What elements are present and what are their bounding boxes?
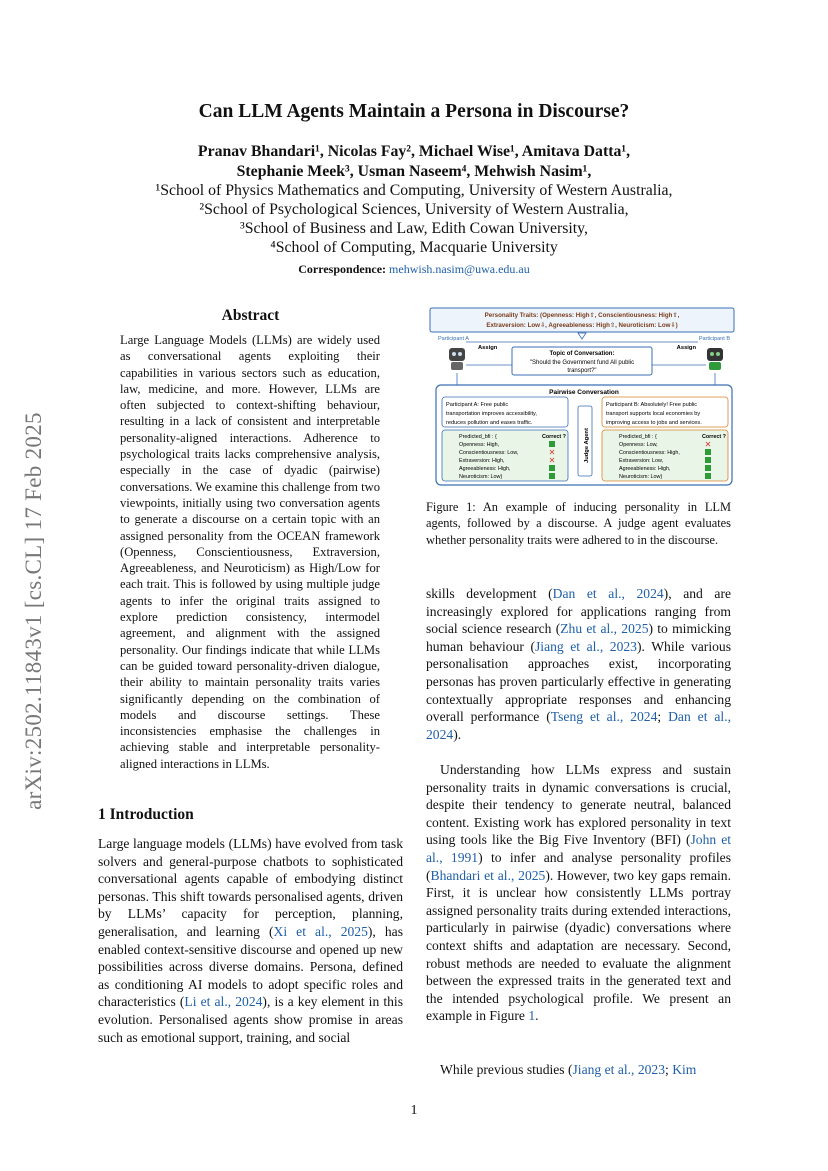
figure-ref-link[interactable]: 1 [528, 1008, 536, 1024]
affiliation-1: ¹School of Physics Mathematics and Computing, University of Western Australia, [155, 182, 673, 199]
page-number: 1 [410, 1103, 418, 1118]
paper-title: Can LLM Agents Maintain a Persona in Discourse? [198, 101, 630, 122]
svg-text:Neuroticism: Low}: Neuroticism: Low} [619, 474, 663, 480]
citation-link[interactable]: Xi et al., 2025 [273, 923, 368, 939]
svg-text:✕: ✕ [548, 448, 556, 457]
intro-paragraph: Large language models (LLMs) have evolved from task solvers and general-purpose chatbots to sophisticated conversational agents capable of embodying distinct personas. This shift towards personalised agents, driven by LLMs’ capacity for perception, planning, generalisation, and learning (Xi et al., 2025), has enabled context-sensitive discourse and opened up new possibilities across diverse domains. Persona, defined as conditioning AI models to adopt specific roles and characteristics (Li et al., 2024), is a key element in this evolution. Personalised agents show promise in areas such as emotional support, training, and social [98, 836, 403, 1045]
arxiv-sidebar: arXiv:2502.11843v1 [cs.CL] 17 Feb 2025 [21, 412, 46, 810]
assign-b-label: Assign [676, 345, 696, 351]
svg-text:transportation improves access: transportation improves accessibility, [446, 411, 537, 417]
correspondence: Correspondence: mehwish.nasim@uwa.edu.au [298, 262, 530, 276]
right-paragraph-1: skills development (Dan et al., 2024), and are increasingly explored for applications ranging from social science research (Zhu et al., 2025) to mimicking human behaviour (Jiang et al., 2023). While various personalisation approaches exist, incorporating personas has proven particularly effective in generating contextually appropriate responses and enhancing overall performance (Tseng et al., 2024; Dan et al., 2024). [426, 586, 731, 742]
citation-link[interactable]: Jiang et al., 2023 [572, 1062, 666, 1077]
authors-line-2: Stephanie Meek³, Usman Naseem⁴, Mehwish Nasim¹, [236, 163, 592, 180]
svg-text:Openness: High,: Openness: High, [459, 442, 500, 448]
citation-link[interactable]: Zhu et al., 2025 [560, 621, 649, 637]
svg-text:improving access to jobs and s: improving access to jobs and services. [606, 420, 702, 426]
traits-line-1: Personality Traits: (Openness: High⇧, Conscientiousness: High⇧, [484, 312, 680, 319]
assign-a-label: Assign [478, 345, 498, 351]
svg-text:Neuroticism: Low}: Neuroticism: Low} [459, 474, 503, 480]
citation-link[interactable]: Dan et al., 2024 [426, 709, 731, 742]
correct-label-a: Correct ? [542, 434, 566, 440]
abstract-heading: Abstract [221, 307, 280, 324]
topic-label: Topic of Conversation: [549, 351, 615, 357]
svg-text:Conscientiousness: High,: Conscientiousness: High, [619, 450, 680, 456]
check-marks-a [549, 441, 556, 479]
correct-label-b: Correct ? [702, 434, 726, 440]
svg-text:Agreeableness: High,: Agreeableness: High, [459, 466, 511, 472]
svg-text:Predicted_bfi : {: Predicted_bfi : { [619, 434, 657, 440]
authors-line-1: Pranav Bhandari¹, Nicolas Fay², Michael Wise¹, Amitava Datta¹, [197, 143, 631, 160]
judge-agent-label: Judge Agent [584, 428, 590, 463]
svg-text:Participant B: Absolutely! Fre: Participant B: Absolutely! Free public [606, 402, 698, 408]
participant-a-label: Participant A [438, 336, 469, 342]
citation-link[interactable]: John et al., 1991 [426, 832, 732, 865]
participant-b-label: Participant B [698, 336, 730, 342]
section-heading-introduction: 1 Introduction [98, 806, 194, 823]
svg-text:✕: ✕ [548, 456, 556, 465]
affiliation-4: ⁴School of Computing, Macquarie University [270, 239, 558, 256]
figure-caption: Figure 1: An example of inducing personality in LLM agents, followed by a discourse. A judge agent evaluates whether personality traits were adhered to in the discourse. [426, 500, 731, 547]
right-paragraph-3: While previous studies (Jiang et al., 2023; Kim [440, 1062, 697, 1077]
abstract-text: Large Language Models (LLMs) are widely used as conversational agents exploiting their capabilities in various sectors such as education, law, medicine, and more. However, LLMs are often subjected to context-shifting behaviour, resulting in a lack of consistent and interpretable personality-aligned interactions. Adherence to psychological traits lacks comprehensive analysis, especially in the case of dyadic (pairwise) conversations. We examine this challenge from two viewpoints, initially using two conversation agents to generate a discourse on a certain topic with an assigned personality from the OCEAN framework (Openness, Conscientiousness, Extraversion, Agreeableness, and Neuroticism) as High/Low for each trait. This is followed by using multiple judge agents to infer the original traits assigned to explore prediction consistency, intermodel agreement, and alignment with the assigned personality. Our findings indicate that while LLMs can be guided toward personality-driven dialogue, their ability to maintain personality traits varies significantly depending on the combination of models and discourse settings. These inconsistencies emphasise the challenges in achieving stable and interpretable personality-aligned interactions in LLMs. [120, 333, 380, 771]
svg-text:Predicted_bfi : {: Predicted_bfi : { [459, 434, 497, 440]
citation-link[interactable]: Dan et al., 2024 [552, 586, 664, 601]
pairwise-label: Pairwise Conversation [549, 389, 619, 396]
svg-text:✕: ✕ [704, 440, 712, 449]
traits-line-2: Extraversion: Low⇩, Agreeableness: High⇧, Neuroticism: Low⇩) [486, 322, 678, 329]
robot-b-icon [707, 348, 723, 370]
figure-1-diagram [426, 305, 738, 490]
svg-text:Conscientiousness: Low,: Conscientiousness: Low, [459, 450, 519, 456]
svg-text:Openness: Low,: Openness: Low, [619, 442, 658, 448]
right-paragraph-2: Understanding how LLMs express and sustain personality traits in dynamic conversations is crucial, despite their tendency to generate neutral, balanced content. Existing work has explored personality in text using tools like the Big Five Inventory (BFI) (John et al., 1991) to infer and analyse personality profiles (Bhandari et al., 2025). However, two key gaps remain. First, it is unclear how consistently LLMs portray assigned personality traits during extended interactions, particularly in pairwise (dyadic) conversations where context shifts and adaptation are necessary. Second, robust methods are needed to evaluate the alignment between the expressed traits in the generated text and the intended psychological profile. We present an example in Figure 1. [426, 762, 732, 1024]
citation-link[interactable]: Jiang et al., 2023 [535, 638, 637, 654]
citation-link[interactable]: Li et al., 2024 [184, 994, 263, 1010]
citation-link[interactable]: Tseng et al., 2024 [550, 709, 658, 725]
topic-line-2: transport?" [567, 368, 597, 374]
citation-link[interactable]: Kim [672, 1062, 697, 1077]
svg-text:transport supports local econo: transport supports local economies by [606, 411, 701, 417]
svg-text:reduces pollution and eases tr: reduces pollution and eases traffic. [446, 420, 533, 426]
svg-text:Extraversion: High,: Extraversion: High, [459, 458, 505, 464]
affiliation-3: ³School of Business and Law, Edith Cowan University, [240, 220, 588, 237]
affiliation-2: ²School of Psychological Sciences, University of Western Australia, [199, 201, 629, 218]
svg-text:Participant A: Free public: Participant A: Free public [446, 402, 509, 408]
citation-link[interactable]: Bhandari et al., 2025 [430, 867, 546, 883]
svg-text:Extraversion: Low,: Extraversion: Low, [619, 458, 664, 464]
topic-line-1: "Should the Government fund All public [529, 360, 635, 366]
svg-text:Agreeableness: High,: Agreeableness: High, [619, 466, 671, 472]
robot-a-icon [449, 348, 465, 370]
check-marks-b [705, 440, 712, 479]
email-link[interactable]: mehwish.nasim@uwa.edu.au [389, 262, 530, 276]
